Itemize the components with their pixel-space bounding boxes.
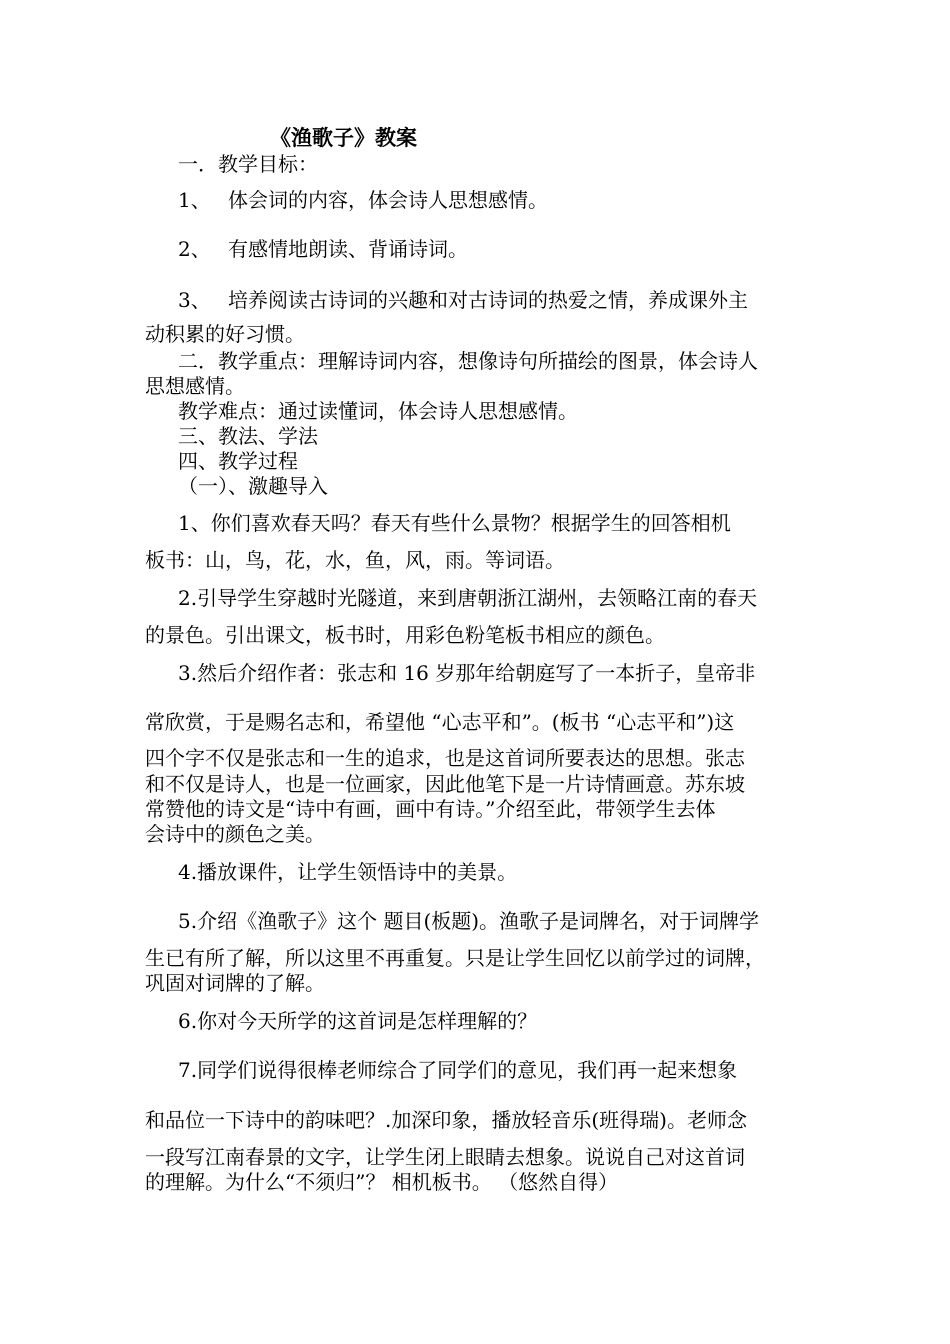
key-points-2: 思想感情。	[145, 374, 245, 398]
para-5-line-2: 生已有所了解，所以这里不再重复。只是让学生回忆以前学过的词牌，	[145, 946, 765, 970]
para-2-line-1: 2.引导学生穿越时光隧道，来到唐朝浙江湖州，去领略江南的春天	[178, 586, 758, 610]
para-1-line-1: 1、你们喜欢春天吗？春天有些什么景物？根据学生的回答相机	[178, 511, 731, 535]
para-3-line-4: 和不仅是诗人，也是一位画家，因此他笔下是一片诗情画意。苏东坡	[145, 772, 745, 796]
para-7-line-2: 和品位一下诗中的韵味吧？.加深印象，播放轻音乐(班得瑞)。老师念	[145, 1108, 747, 1132]
goal-3	[178, 288, 748, 312]
doc-title: 《渔歌子》教案	[270, 125, 417, 150]
para-7-line-1: 7.同学们说得很棒老师综合了同学们的意见，我们再一起来想象	[178, 1058, 738, 1082]
goal-3-num: 3、	[178, 288, 211, 312]
goal-1	[178, 188, 548, 212]
para-5-line-1: 5.介绍《渔歌子》这个 题目(板题)。渔歌子是词牌名，对于词牌学	[178, 909, 760, 933]
key-points-1: 二．教学重点：理解诗词内容，想像诗句所描绘的图景，体会诗人	[178, 349, 758, 373]
para-7-line-4: 的理解。为什么“不须归”？ 相机板书。 （悠然自得）	[145, 1170, 619, 1194]
para-3-line-2: 常欣赏，于是赐名志和，希望他 “心志平和”。(板书 “心志平和”)这	[145, 710, 735, 734]
goal-2-num: 2、	[178, 237, 211, 261]
para-3-line-1: 3.然后介绍作者：张志和 16 岁那年给朝庭写了一本折子，皇帝非	[178, 661, 756, 685]
para-3-line-5: 常赞他的诗文是“诗中有画，画中有诗。”介绍至此，带领学生去体	[145, 797, 716, 821]
heading-goals: 一．教学目标：	[178, 152, 318, 176]
para-3-line-3: 四个字不仅是张志和一生的追求，也是这首词所要表达的思想。张志	[145, 746, 745, 770]
goal-2	[178, 237, 468, 261]
methods: 三、教法、学法	[178, 424, 318, 448]
goal-2-text: 有感情地朗读、背诵诗词。	[228, 237, 468, 261]
para-2-line-2: 的景色。引出课文，板书时，用彩色粉笔板书相应的颜色。	[145, 623, 665, 647]
para-4: 4.播放课件，让学生领悟诗中的美景。	[178, 860, 518, 884]
para-5-line-3: 巩固对词牌的了解。	[145, 971, 325, 995]
difficulty: 教学难点：通过读懂词，体会诗人思想感情。	[178, 399, 578, 423]
goal-1-text: 体会词的内容，体会诗人思想感情。	[228, 188, 548, 212]
para-7-line-3: 一段写江南春景的文字，让学生闭上眼睛去想象。说说自己对这首词	[145, 1145, 745, 1169]
intro-heading: （一）、激趣导入	[178, 474, 328, 498]
para-6: 6.你对今天所学的这首词是怎样理解的？	[178, 1009, 538, 1033]
goal-1-num: 1、	[178, 188, 211, 212]
para-3-line-6: 会诗中的颜色之美。	[145, 822, 325, 846]
goal-3-cont: 动积累的好习惯。	[145, 322, 305, 346]
process: 四、教学过程	[178, 449, 298, 473]
para-1-line-2: 板书：山，鸟，花，水，鱼，风，雨。等词语。	[145, 548, 565, 572]
goal-3-text: 培养阅读古诗词的兴趣和对古诗词的热爱之情，养成课外主	[228, 288, 748, 312]
